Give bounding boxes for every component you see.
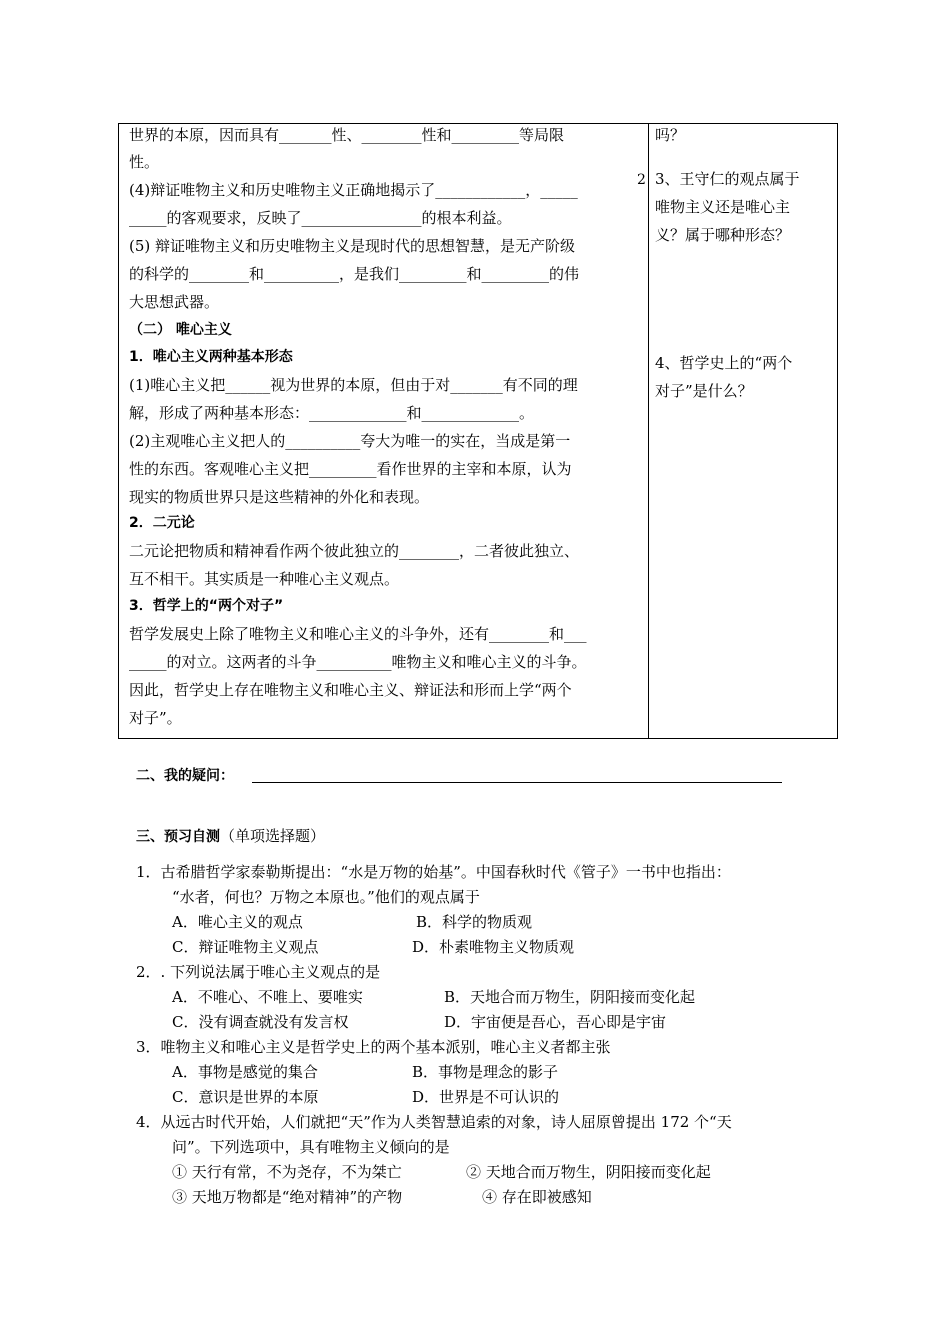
- text-line: 二元论把物质和精神看作两个彼此独立的________，二者彼此独立、: [129, 542, 580, 560]
- question-line: 唯物主义还是唯心主: [655, 198, 791, 216]
- page-marker: 2: [637, 172, 646, 188]
- answer-line: [252, 782, 782, 783]
- option: B．天地合而万物生，阴阳接而变化起: [444, 988, 696, 1006]
- question-text: 问”。下列选项中，具有唯物主义倾向的是: [172, 1138, 450, 1156]
- text-line: 互不相干。其实质是一种唯心主义观点。: [129, 570, 400, 588]
- text-line: 对子”。: [129, 709, 182, 727]
- self-test-title: 三、预习自测: [136, 829, 220, 845]
- question-text: “水者，何也？万物之本原也。”他们的观点属于: [172, 888, 480, 906]
- option: A．唯心主义的观点: [172, 913, 303, 931]
- text-line: 的科学的________和__________，是我们_________和_________的伟: [129, 265, 580, 283]
- notes-table: [118, 123, 838, 739]
- question-line: 吗？: [655, 126, 686, 144]
- subsection-heading: 1．唯心主义两种基本形态: [129, 349, 293, 365]
- self-test-heading: [136, 826, 325, 847]
- column-divider: [648, 124, 649, 738]
- option: A．事物是感觉的集合: [172, 1063, 318, 1081]
- text-line: (2)主观唯心主义把人的__________夸大为唯一的实在，当成是第一: [129, 432, 571, 450]
- subsection-heading: 2．二元论: [129, 515, 195, 531]
- option: D．宇宙便是吾心，吾心即是宇宙: [444, 1013, 667, 1031]
- question-text: 1．古希腊哲学家泰勒斯提出：“水是万物的始基”。中国春秋时代《管子》一书中也指出：: [136, 863, 731, 881]
- text-line: 解，形成了两种基本形态：_____________和_____________。: [129, 404, 535, 422]
- self-test-subtitle: （单项选择题）: [220, 827, 326, 845]
- section-heading: （二） 唯心主义: [129, 322, 232, 338]
- option: D．世界是不可认识的: [412, 1088, 560, 1106]
- option: ③ 天地万物都是“绝对精神”的产物: [172, 1188, 403, 1206]
- question-line: 3、王守仁的观点属于: [655, 170, 800, 188]
- text-line: 大思想武器。: [129, 293, 220, 311]
- option: B．事物是理念的影子: [412, 1063, 559, 1081]
- option: C．辩证唯物主义观点: [172, 938, 319, 956]
- question-text: 4．从远古时代开始，人们就把“天”作为人类智慧追索的对象，诗人屈原曾提出 172 个“天: [136, 1113, 732, 1131]
- option: C．意识是世界的本原: [172, 1088, 319, 1106]
- question-text: 3．唯物主义和唯心主义是哲学史上的两个基本派别，唯心主义者都主张: [136, 1038, 611, 1056]
- text-line: 性。: [129, 153, 160, 171]
- option: ① 天行有常，不为尧存，不为桀亡: [172, 1163, 402, 1181]
- text-line: _____的对立。这两者的斗争__________唯物主义和唯心主义的斗争。: [129, 653, 587, 671]
- option: C．没有调查就没有发言权: [172, 1013, 349, 1031]
- option: ④ 存在即被感知: [482, 1188, 592, 1206]
- text-line: 世界的本原，因而具有_______性、________性和_________等局限: [129, 126, 565, 144]
- question-line: 4、哲学史上的“两个: [655, 354, 793, 372]
- text-line: 现实的物质世界只是这些精神的外化和表现。: [129, 488, 430, 506]
- option: A．不唯心、不唯上、要唯实: [172, 988, 363, 1006]
- text-line: (1)唯心主义把______视为世界的本原，但由于对_______有不同的理: [129, 376, 578, 394]
- question-line: 对子”是什么？: [655, 382, 753, 400]
- subsection-heading: 3．哲学上的“两个对子”: [129, 598, 284, 614]
- question-text: 2．. 下列说法属于唯心主义观点的是: [136, 963, 381, 981]
- text-line: 因此，哲学史上存在唯物主义和唯心主义、辩证法和形而上学“两个: [129, 681, 572, 699]
- text-line: 性的东西。客观唯心主义把_________看作世界的主宰和本原，认为: [129, 460, 572, 478]
- option: B．科学的物质观: [416, 913, 533, 931]
- text-line: (4)辩证唯物主义和历史唯物主义正确地揭示了____________，_____: [129, 181, 578, 199]
- text-line: 哲学发展史上除了唯物主义和唯心主义的斗争外，还有________和___: [129, 625, 587, 643]
- my-questions-heading: 二、我的疑问：: [136, 768, 234, 784]
- option: ② 天地合而万物生，阴阳接而变化起: [466, 1163, 711, 1181]
- text-line: _____的客观要求，反映了________________的根本利益。: [129, 209, 512, 227]
- text-line: (5) 辩证唯物主义和历史唯物主义是现时代的思想智慧，是无产阶级: [129, 237, 576, 255]
- option: D．朴素唯物主义物质观: [412, 938, 575, 956]
- question-line: 义？属于哪种形态？: [655, 226, 791, 244]
